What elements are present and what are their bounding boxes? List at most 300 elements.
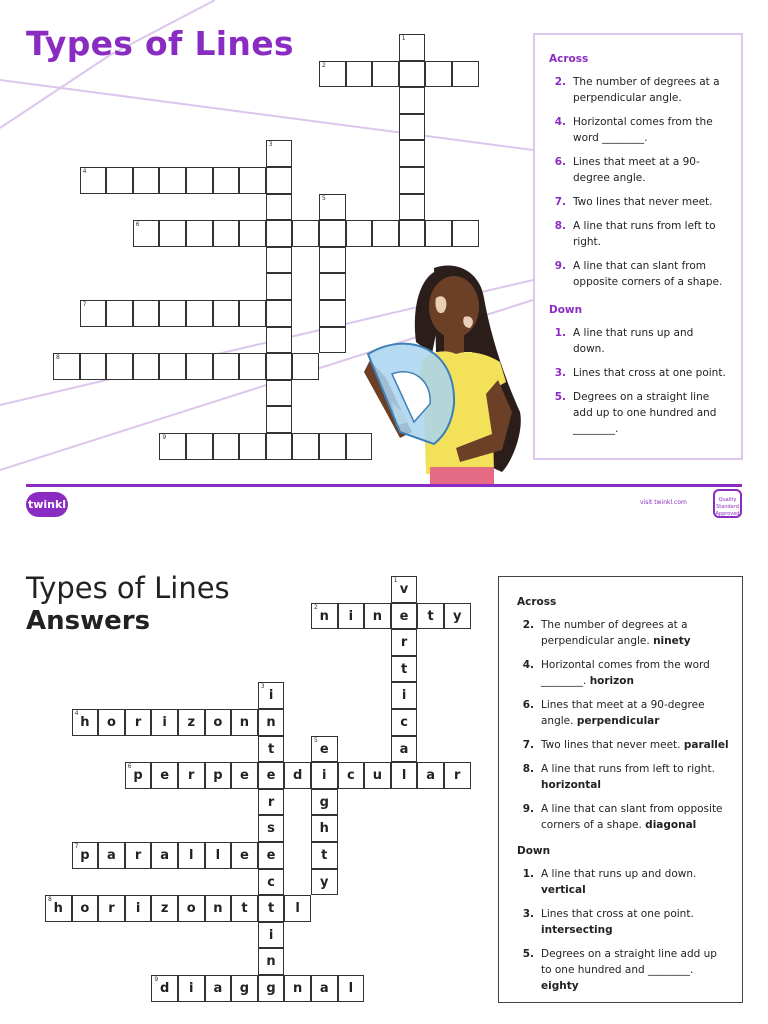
crossword-cell[interactable] xyxy=(133,220,160,247)
cell-letter: o xyxy=(186,901,196,917)
crossword-cell[interactable] xyxy=(213,167,240,194)
crossword-cell xyxy=(391,629,418,656)
crossword-cell[interactable] xyxy=(266,433,293,460)
crossword-cell[interactable] xyxy=(186,353,213,380)
clue-answer: vertical xyxy=(541,884,586,896)
clue-text: Lines that meet at a 90-degree angle. xyxy=(541,699,705,727)
crossword-cell[interactable] xyxy=(319,194,346,221)
clue-text: Lines that cross at one point. xyxy=(541,908,694,920)
crossword-cell xyxy=(98,842,125,869)
crossword-cell[interactable] xyxy=(399,61,426,88)
cell-letter: z xyxy=(187,715,196,730)
clue-number: 9. xyxy=(554,260,566,272)
cell-number: 6 xyxy=(127,763,132,771)
clue-text: The number of degrees at a perpendicular angle. xyxy=(541,619,688,647)
cell-letter: l xyxy=(189,848,194,863)
cell-letter: h xyxy=(53,901,63,917)
crossword-cell xyxy=(258,682,285,709)
cell-letter: g xyxy=(266,981,276,996)
cell-letter: e xyxy=(266,848,276,863)
crossword-cell xyxy=(391,603,418,630)
crossword-cell[interactable] xyxy=(266,380,293,407)
crossword-cell[interactable] xyxy=(292,433,319,460)
cell-number: 2 xyxy=(322,61,326,69)
crossword-cell[interactable] xyxy=(319,247,346,274)
clue-number: 3. xyxy=(554,367,566,379)
crossword-cell[interactable] xyxy=(399,34,426,61)
worksheet-title: Types of Lines xyxy=(26,24,294,63)
crossword-cell[interactable] xyxy=(266,167,293,194)
crossword-cell xyxy=(311,789,338,816)
crossword-cell xyxy=(258,869,285,896)
cell-letter: t xyxy=(267,901,275,917)
cell-letter: u xyxy=(372,768,383,784)
clue-number: 8. xyxy=(522,763,534,775)
clue-text: Horizontal comes from the word ________. xyxy=(573,116,713,144)
cell-letter: l xyxy=(348,981,354,996)
crossword-cell[interactable] xyxy=(425,220,452,247)
crossword-cell[interactable] xyxy=(239,300,266,327)
answers-title: Types of Lines xyxy=(26,571,230,605)
cell-letter: e xyxy=(160,768,170,784)
cell-letter: o xyxy=(213,715,223,730)
cell-letter: a xyxy=(426,768,436,784)
crossword-cell[interactable] xyxy=(319,61,346,88)
crossword-cell xyxy=(258,709,285,736)
cell-letter: y xyxy=(320,874,329,890)
crossword-cell[interactable] xyxy=(319,273,346,300)
clue-across-7 xyxy=(517,737,730,753)
cell-letter: y xyxy=(453,608,462,624)
crossword-cell[interactable] xyxy=(186,220,213,247)
answers-page xyxy=(0,545,768,1024)
cell-letter: r xyxy=(134,715,142,730)
clue-text: A line that can slant from opposite corners of a shape. xyxy=(541,803,723,831)
crossword-cell xyxy=(417,603,444,630)
crossword-cell[interactable] xyxy=(159,353,186,380)
cell-number: 5 xyxy=(314,736,318,744)
down-clue-list xyxy=(517,866,730,994)
clue-number: 6. xyxy=(522,699,534,711)
cell-number: 5 xyxy=(322,194,326,202)
cell-number: 8 xyxy=(48,896,52,904)
crossword-cell[interactable] xyxy=(266,247,293,274)
cell-letter: r xyxy=(454,768,461,784)
across-heading: Across xyxy=(517,596,557,608)
cell-letter: l xyxy=(401,768,407,784)
cell-letter: c xyxy=(346,768,355,784)
answers-clues-panel xyxy=(498,576,743,1003)
cell-letter: p xyxy=(213,768,223,784)
cell-letter: d xyxy=(159,981,170,996)
answers-subtitle: Answers xyxy=(26,606,151,636)
crossword-cell[interactable] xyxy=(372,61,399,88)
crossword-cell xyxy=(151,842,178,869)
cell-letter: t xyxy=(321,848,328,863)
crossword-cell[interactable] xyxy=(159,167,186,194)
crossword-cell xyxy=(258,975,285,1002)
clue-number: 2. xyxy=(554,76,566,88)
crossword-cell[interactable] xyxy=(133,300,160,327)
crossword-cell xyxy=(178,975,205,1002)
crossword-cell[interactable] xyxy=(239,167,266,194)
across-clue-list xyxy=(549,74,727,290)
cell-letter: t xyxy=(241,901,248,917)
crossword-cell xyxy=(125,762,152,789)
clue-number: 3. xyxy=(522,908,534,920)
crossword-cell xyxy=(205,762,232,789)
down-heading: Down xyxy=(517,845,551,857)
cell-letter: c xyxy=(400,715,408,730)
crossword-cell[interactable] xyxy=(372,220,399,247)
crossword-cell xyxy=(311,815,338,842)
clue-text: Lines that cross at one point. xyxy=(573,367,726,379)
clue-text: Lines that meet at a 90-degree angle. xyxy=(573,156,700,184)
cell-letter: n xyxy=(372,608,383,624)
crossword-cell xyxy=(258,922,285,949)
clue-down-1 xyxy=(517,866,730,898)
clue-down-5 xyxy=(517,946,730,994)
clue-text: A line that can slant from opposite corners of a shape. xyxy=(573,260,723,288)
crossword-cell xyxy=(311,975,338,1002)
crossword-cell xyxy=(125,895,152,922)
crossword-cell xyxy=(338,603,365,630)
crossword-cell xyxy=(364,603,391,630)
crossword-cell xyxy=(311,869,338,896)
crossword-cell xyxy=(231,762,258,789)
crossword-cell[interactable] xyxy=(213,353,240,380)
clue-answer: diagonal xyxy=(645,819,697,831)
cell-letter: a xyxy=(213,981,223,996)
cell-letter: n xyxy=(319,608,329,624)
crossword-cell[interactable] xyxy=(213,220,240,247)
footer-rule xyxy=(26,484,742,487)
across-heading: Across xyxy=(549,53,589,65)
crossword-cell xyxy=(444,603,471,630)
crossword-cell[interactable] xyxy=(239,220,266,247)
clue-down-3 xyxy=(517,906,730,938)
crossword-cell[interactable] xyxy=(399,194,426,221)
crossword-cell xyxy=(205,975,232,1002)
clue-across-6 xyxy=(517,697,730,729)
crossword-cell[interactable] xyxy=(266,327,293,354)
crossword-cell xyxy=(258,789,285,816)
crossword-cell xyxy=(391,736,418,763)
crossword-cell[interactable] xyxy=(53,353,80,380)
cell-letter: e xyxy=(399,608,409,624)
cell-number: 9 xyxy=(162,434,167,441)
crossword-cell[interactable] xyxy=(133,353,160,380)
cell-letter: e xyxy=(266,768,276,784)
crossword-cell xyxy=(72,895,99,922)
cell-letter: t xyxy=(427,608,434,624)
clue-answer: eighty xyxy=(541,980,579,992)
crossword-cell[interactable] xyxy=(186,167,213,194)
clue-number: 5. xyxy=(522,948,534,960)
cell-letter: d xyxy=(292,768,303,784)
cell-number: 1 xyxy=(401,35,406,42)
crossword-cell[interactable] xyxy=(266,300,293,327)
cell-letter: e xyxy=(240,848,249,863)
crossword-cell xyxy=(258,948,285,975)
cell-letter: g xyxy=(319,794,329,810)
clue-across-2 xyxy=(549,74,727,106)
crossword-cell xyxy=(311,762,338,789)
cell-letter: e xyxy=(319,741,329,757)
crossword-cell xyxy=(231,975,258,1002)
cell-letter: p xyxy=(133,768,143,784)
clue-answer: intersecting xyxy=(541,924,613,936)
cell-letter: n xyxy=(239,715,250,730)
crossword-cell[interactable] xyxy=(319,327,346,354)
crossword-cell[interactable] xyxy=(266,140,293,167)
crossword-cell[interactable] xyxy=(80,300,107,327)
crossword-cell xyxy=(178,762,205,789)
crossword-cell[interactable] xyxy=(186,300,213,327)
twinkl-logo: twinkl xyxy=(26,492,68,517)
cell-letter: i xyxy=(162,715,167,730)
clue-across-6 xyxy=(549,154,727,186)
clue-across-9 xyxy=(549,258,727,290)
crossword-cell xyxy=(391,576,418,603)
crossword-cell xyxy=(258,842,285,869)
cell-number: 7 xyxy=(82,301,87,308)
crossword-cell[interactable] xyxy=(159,220,186,247)
crossword-cell[interactable] xyxy=(266,406,293,433)
cell-letter: n xyxy=(293,981,303,996)
cell-letter: o xyxy=(80,901,90,917)
clue-number: 4. xyxy=(554,116,566,128)
clue-number: 7. xyxy=(554,196,566,208)
crossword-cell[interactable] xyxy=(266,273,293,300)
crossword-cell[interactable] xyxy=(266,220,293,247)
crossword-cell[interactable] xyxy=(292,353,319,380)
crossword-cell[interactable] xyxy=(133,167,160,194)
crossword-cell[interactable] xyxy=(80,167,107,194)
crossword-cell xyxy=(258,736,285,763)
crossword-cell[interactable] xyxy=(213,433,240,460)
crossword-cell[interactable] xyxy=(80,353,107,380)
clue-number: 1. xyxy=(522,868,534,880)
clue-answer: perpendicular xyxy=(576,715,660,727)
crossword-cell xyxy=(178,895,205,922)
cell-number: 6 xyxy=(135,221,140,229)
crossword-cell xyxy=(125,709,152,736)
crossword-cell xyxy=(284,975,311,1002)
cell-letter: c xyxy=(267,874,275,890)
crossword-cell xyxy=(231,895,258,922)
clue-across-2 xyxy=(517,617,730,649)
cell-letter: p xyxy=(80,848,90,863)
cell-letter: e xyxy=(240,768,249,784)
clue-number: 5. xyxy=(554,391,566,403)
crossword-cell[interactable] xyxy=(319,433,346,460)
crossword-cell[interactable] xyxy=(159,300,186,327)
clue-across-9 xyxy=(517,801,730,833)
crossword-cell xyxy=(151,762,178,789)
cell-letter: i xyxy=(348,608,354,624)
cell-letter: v xyxy=(399,582,409,597)
crossword-cell xyxy=(72,842,99,869)
crossword-cell[interactable] xyxy=(186,433,213,460)
cell-letter: i xyxy=(268,927,274,943)
crossword-cell[interactable] xyxy=(106,300,133,327)
cell-letter: l xyxy=(295,901,300,917)
crossword-cell xyxy=(151,709,178,736)
cell-letter: h xyxy=(80,715,90,730)
cell-letter: h xyxy=(319,821,329,837)
crossword-cell xyxy=(205,895,232,922)
clue-text: A line that runs up and down. xyxy=(541,868,697,880)
crossword-cell[interactable] xyxy=(425,61,452,88)
quality-badge-icon: Quality Standard Approved xyxy=(713,489,742,518)
cell-letter: i xyxy=(189,981,194,996)
crossword-cell[interactable] xyxy=(266,194,293,221)
crossword-cell xyxy=(417,762,444,789)
clue-text: A line that runs from left to right. xyxy=(573,220,716,248)
cell-letter: a xyxy=(399,741,409,757)
clue-down-3 xyxy=(549,365,727,381)
crossword-cell[interactable] xyxy=(399,87,426,114)
crossword-cell[interactable] xyxy=(239,353,266,380)
clue-text: Two lines that never meet. xyxy=(573,196,713,208)
crossword-cell[interactable] xyxy=(213,300,240,327)
clue-text: A line that runs from left to right. xyxy=(541,763,715,775)
cell-number: 8 xyxy=(56,354,60,362)
crossword-cell[interactable] xyxy=(319,300,346,327)
cell-letter: i xyxy=(268,688,274,704)
crossword-cell xyxy=(258,762,285,789)
crossword-cell[interactable] xyxy=(399,167,426,194)
cell-letter: i xyxy=(322,768,327,784)
crossword-cell xyxy=(284,895,311,922)
cell-number: 4 xyxy=(82,168,87,175)
crossword-cell[interactable] xyxy=(399,220,426,247)
cell-letter: a xyxy=(319,981,329,996)
crossword-cell xyxy=(178,709,205,736)
crossword-cell[interactable] xyxy=(319,220,346,247)
clue-number: 7. xyxy=(522,739,534,751)
clue-number: 4. xyxy=(522,659,534,671)
clue-number: 9. xyxy=(522,803,534,815)
clue-number: 2. xyxy=(522,619,534,631)
crossword-cell xyxy=(72,709,99,736)
clue-text: Degrees on a straight line add up to one hundred and ________. xyxy=(573,391,717,435)
clue-text: Horizontal comes from the word ________. xyxy=(541,659,710,687)
clue-across-8 xyxy=(517,761,730,793)
visit-link[interactable]: visit twinkl.com xyxy=(640,499,687,506)
clue-across-4 xyxy=(549,114,727,146)
crossword-cell[interactable] xyxy=(266,353,293,380)
clues-panel xyxy=(533,33,743,460)
clue-number: 6. xyxy=(554,156,566,168)
clue-text: The number of degrees at a perpendicular angle. xyxy=(573,76,720,104)
crossword-cell[interactable] xyxy=(452,220,479,247)
clue-answer: horizon xyxy=(589,675,634,687)
crossword-cell[interactable] xyxy=(399,140,426,167)
crossword-cell xyxy=(391,762,418,789)
crossword-cell xyxy=(311,603,338,630)
cell-letter: t xyxy=(400,661,408,677)
cell-letter: i xyxy=(401,688,407,704)
crossword-cell[interactable] xyxy=(159,433,186,460)
cell-letter: a xyxy=(160,848,170,863)
cell-number: 4 xyxy=(74,710,79,717)
crossword-cell[interactable] xyxy=(292,220,319,247)
cell-letter: z xyxy=(160,901,169,917)
across-clue-list xyxy=(517,617,730,833)
crossword-cell[interactable] xyxy=(452,61,479,88)
crossword-cell xyxy=(231,709,258,736)
crossword-cell xyxy=(364,762,391,789)
down-clue-list xyxy=(549,325,727,437)
crossword-cell xyxy=(151,975,178,1002)
cell-letter: g xyxy=(239,981,250,996)
crossword-cell xyxy=(151,895,178,922)
cell-letter: t xyxy=(267,741,275,757)
cell-number: 2 xyxy=(314,603,318,611)
cell-letter: n xyxy=(266,954,276,970)
crossword-cell xyxy=(391,709,418,736)
cell-letter: o xyxy=(106,715,116,730)
crossword-cell xyxy=(311,736,338,763)
crossword-cell xyxy=(258,895,285,922)
clue-text: Degrees on a straight line add up to one hundred and ________. xyxy=(541,948,717,976)
cell-letter: r xyxy=(134,848,142,863)
cell-letter: r xyxy=(400,635,408,651)
cell-letter: i xyxy=(135,901,141,917)
clue-across-4 xyxy=(517,657,730,689)
clue-answer: ninety xyxy=(653,635,691,647)
cell-number: 1 xyxy=(393,577,398,584)
clue-text: A line that runs up and down. xyxy=(573,327,694,355)
crossword-cell xyxy=(125,842,152,869)
crossword-cell[interactable] xyxy=(399,114,426,141)
cell-letter: l xyxy=(215,848,221,863)
crossword-cell xyxy=(178,842,205,869)
cell-letter: n xyxy=(266,715,276,730)
clue-number: 1. xyxy=(554,327,566,339)
crossword-cell xyxy=(391,682,418,709)
crossword-cell xyxy=(231,842,258,869)
clue-text: Two lines that never meet. xyxy=(541,739,681,751)
crossword-cell[interactable] xyxy=(239,433,266,460)
girl-with-protractor-illustration xyxy=(352,262,532,487)
clue-answer: horizontal xyxy=(541,779,601,791)
crossword-cell xyxy=(311,842,338,869)
crossword-cell[interactable] xyxy=(346,61,373,88)
clue-across-7 xyxy=(549,194,727,210)
cell-letter: a xyxy=(107,848,116,863)
cell-number: 3 xyxy=(268,141,273,149)
clue-down-1 xyxy=(549,325,727,357)
clue-answer: parallel xyxy=(683,739,729,751)
crossword-cell xyxy=(258,815,285,842)
crossword-cell xyxy=(338,762,365,789)
cell-letter: r xyxy=(267,794,275,810)
crossword-cell[interactable] xyxy=(346,220,373,247)
clue-across-8 xyxy=(549,218,727,250)
cell-letter: r xyxy=(108,901,115,917)
crossword-cell xyxy=(338,975,365,1002)
crossword-cell[interactable] xyxy=(106,167,133,194)
cell-number: 7 xyxy=(74,843,79,850)
cell-number: 9 xyxy=(154,976,159,983)
crossword-cell[interactable] xyxy=(106,353,133,380)
crossword-cell xyxy=(391,656,418,683)
crossword-cell xyxy=(284,762,311,789)
crossword-cell xyxy=(205,842,232,869)
